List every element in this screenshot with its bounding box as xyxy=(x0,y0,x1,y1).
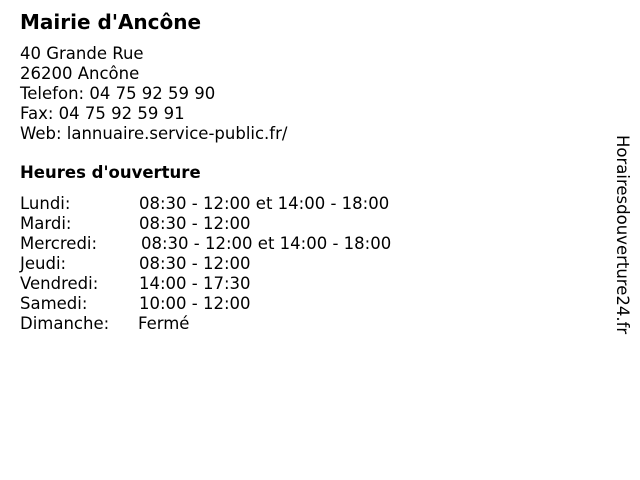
address-city: 26200 Ancône xyxy=(20,64,140,83)
day-hours: 10:00 - 12:00 xyxy=(139,294,251,313)
day-label: Jeudi: xyxy=(20,254,67,273)
day-hours: 08:30 - 12:00 xyxy=(139,214,251,233)
day-hours: 08:30 - 12:00 et 14:00 - 18:00 xyxy=(141,234,392,253)
address-block xyxy=(20,44,287,144)
day-label: Mercredi: xyxy=(20,234,98,253)
day-label: Dimanche: xyxy=(20,314,110,333)
day-hours: 08:30 - 12:00 xyxy=(139,254,251,273)
hours-row-jeudi xyxy=(20,254,440,274)
hours-row-dimanche xyxy=(20,314,440,334)
hours-table xyxy=(20,194,440,334)
hours-row-vendredi xyxy=(20,274,440,294)
address-fax: Fax: 04 75 92 59 91 xyxy=(20,104,185,123)
day-hours: 08:30 - 12:00 et 14:00 - 18:00 xyxy=(139,194,390,213)
hours-row-mercredi xyxy=(20,234,440,254)
day-hours: Fermé xyxy=(138,314,190,333)
page-title: Mairie d'Ancône xyxy=(20,10,202,34)
day-label: Lundi: xyxy=(20,194,71,213)
day-label: Vendredi: xyxy=(20,274,99,293)
day-label: Samedi: xyxy=(20,294,88,313)
address-phone: Telefon: 04 75 92 59 90 xyxy=(20,84,216,103)
hours-row-lundi xyxy=(20,194,440,214)
hours-heading: Heures d'ouverture xyxy=(20,163,201,182)
side-brand-watermark: Horairesdouverture24.fr xyxy=(613,135,632,335)
hours-row-mardi xyxy=(20,214,440,234)
address-street: 40 Grande Rue xyxy=(20,44,144,63)
day-hours: 14:00 - 17:30 xyxy=(139,274,251,293)
hours-row-samedi xyxy=(20,294,440,314)
day-label: Mardi: xyxy=(20,214,72,233)
address-web: Web: lannuaire.service-public.fr/ xyxy=(20,124,288,143)
